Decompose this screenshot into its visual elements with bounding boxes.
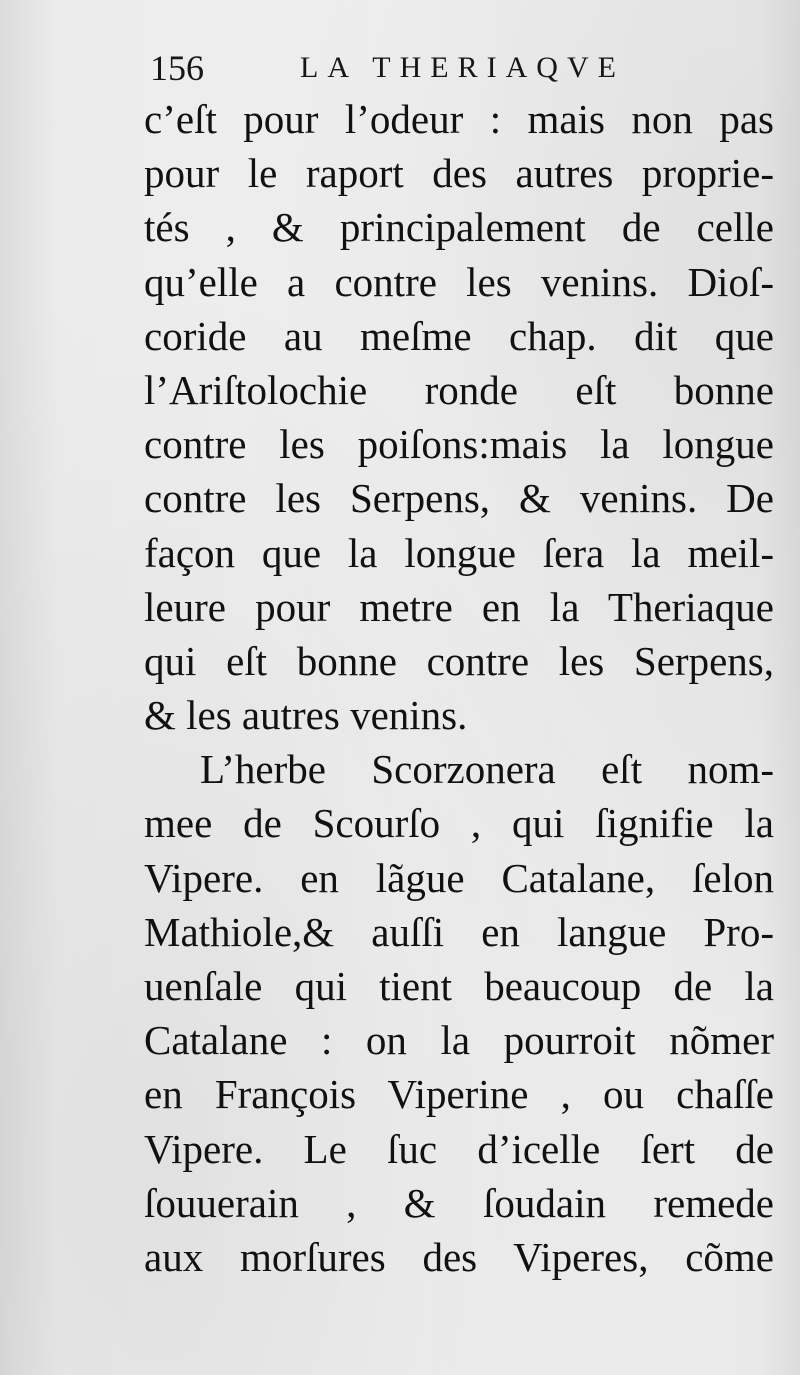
text-line: en François Viperine , ou chaſſe: [144, 1071, 774, 1118]
text-line: qu’elle a contre les venins. Dioſ-: [144, 258, 774, 305]
text-line: leure pour metre en la Theriaque: [144, 583, 774, 630]
text-line: Vipere. en lãgue Catalane, ſelon: [144, 854, 774, 901]
text-line: c’eſt pour l’odeur : mais non pas: [144, 96, 774, 142]
text-line: contre les Serpens, & venins. De: [144, 475, 774, 522]
text-line: qui eſt bonne contre les Serpens,: [144, 637, 774, 684]
text-line: l’Ariſtolochie ronde eſt bonne: [144, 366, 774, 413]
text-line: & les autres venins.: [144, 692, 468, 739]
text-line: mee de Scourſo , qui ſignifie la: [144, 800, 774, 847]
text-line: Catalane : on la pourroit nõmer: [144, 1017, 774, 1064]
text-line: tés , & principalement de celle: [144, 204, 774, 251]
text-line: Mathiole,& auſſi en langue Pro-: [144, 908, 774, 955]
text-line: coride au meſme chap. dit que: [144, 312, 774, 359]
text-line: Vipere. Le ſuc d’icelle ſert de: [144, 1125, 774, 1172]
text-line: uenſale qui tient beaucoup de la: [144, 963, 774, 1009]
page-header: [150, 44, 670, 92]
running-head: LA THERIAQVE: [300, 51, 625, 84]
text-line: pour le raport des autres proprie-: [144, 150, 774, 197]
page-number: 156: [150, 48, 204, 88]
text-line: L’herbe Scorzonera eſt nom-: [200, 746, 774, 793]
text-line: aux morſures des Viperes, cõme: [144, 1233, 774, 1280]
text-line: ſouuerain , & ſoudain remede: [144, 1179, 774, 1226]
text-line: contre les poiſons:mais la longue: [144, 421, 774, 468]
text-line: façon que la longue ſera la meil-: [144, 529, 774, 576]
body-text: [144, 92, 774, 1284]
